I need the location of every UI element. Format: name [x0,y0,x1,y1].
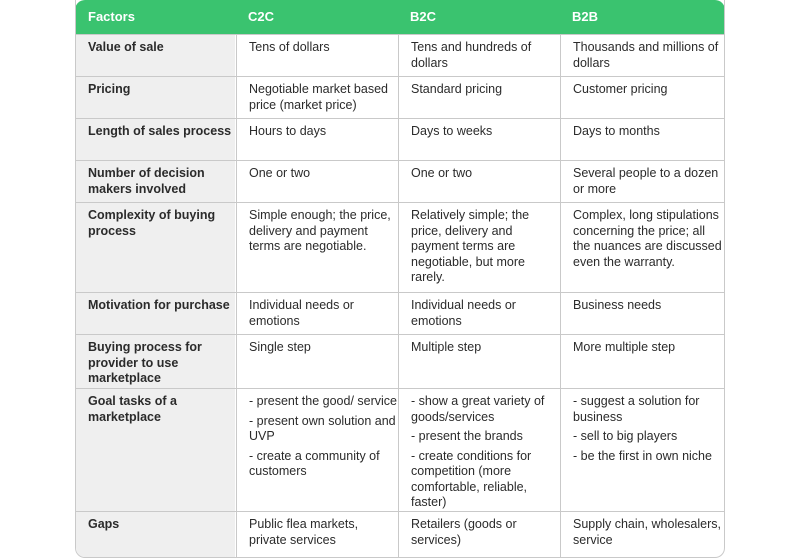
cell-text: Single step [249,340,311,354]
cell-text: Buying process for provider to use marketplace [88,340,202,385]
cell-text: Retailers (goods or services) [411,517,517,547]
cell-text: Individual needs or emotions [249,298,354,328]
cell-text: Days to weeks [411,124,493,138]
table-row [76,292,724,334]
cell-text: Thousands and millions of dollars [573,40,719,70]
table-row [76,34,724,76]
b2c-cell [398,119,559,160]
cell-text: Hours to days [249,124,327,138]
c2c-cell [236,335,397,388]
cell-text: Negotiable market based price (market price) [249,82,388,112]
cell-text: - suggest a solution for business [573,394,700,424]
cell-text: Relatively simple; the price, delivery and payment terms are negotiable, but more rarely. [411,208,530,284]
c2c-cell [236,389,397,511]
factor-cell [76,293,235,334]
factor-cell [76,335,235,388]
cell-text: Public flea markets, private services [249,517,359,547]
cell-text: One or two [249,166,311,180]
b2b-cell [560,335,724,388]
cell-text: Length of sales process [88,124,232,138]
factor-cell [76,161,235,202]
factor-cell [76,119,235,160]
b2c-cell [398,335,559,388]
factor-cell [76,512,235,557]
cell-text: Standard pricing [411,82,503,96]
c2c-cell [236,512,397,557]
c2c-cell [236,77,397,118]
b2b-cell [560,35,724,76]
table-row [76,118,724,160]
cell-text: Pricing [88,82,131,96]
cell-text: Several people to a dozen or more [573,166,719,196]
table-row [76,160,724,202]
c2c-cell [236,35,397,76]
cell-text: - present own solution and UVP [249,413,396,443]
factor-cell [76,203,235,292]
cell-text: Goal tasks of a marketplace [88,394,177,424]
b2b-cell [560,161,724,202]
c2c-cell [236,119,397,160]
cell-text: Value of sale [88,40,164,54]
header-b2c: B2C [410,9,437,24]
cell-text: Days to months [573,124,660,138]
table-header [75,0,725,35]
cell-text: Motivation for purchase [88,298,230,312]
cell-text: Gaps [88,517,120,531]
header-factors: Factors [88,9,135,24]
cell-text: - present the brands [411,429,523,443]
table-row [76,334,724,388]
table-row [76,388,724,511]
header-b2b: B2B [572,9,599,24]
c2c-cell [236,203,397,292]
header-c2c: C2C [248,9,275,24]
table-row [76,202,724,292]
factor-cell [76,77,235,118]
cell-text: - create a community of customers [249,448,380,478]
cell-text: Business needs [573,298,662,312]
factor-cell [76,35,235,76]
c2c-cell [236,293,397,334]
b2b-cell [560,203,724,292]
b2c-cell [398,389,559,511]
cell-text: - sell to big players [573,429,678,443]
cell-text: - create conditions for competition (more comfortable, reliable, faster) [411,448,532,509]
cell-text: Number of decision makers involved [88,166,205,196]
cell-text: Complexity of buying process [88,208,216,238]
cell-text: Individual needs or emotions [411,298,516,328]
b2b-cell [560,77,724,118]
table-row [76,511,724,557]
table-row [76,76,724,118]
cell-text: Multiple step [411,340,482,354]
b2c-cell [398,35,559,76]
b2c-cell [398,512,559,557]
cell-text: Supply chain, wholesalers, service [573,517,721,547]
cell-text: One or two [411,166,473,180]
b2b-cell [560,293,724,334]
cell-text: Tens of dollars [249,40,330,54]
comparison-table [75,0,725,558]
b2b-cell [560,119,724,160]
b2c-cell [398,77,559,118]
cell-text: Complex, long stipulations concerning the price; all the nuances are discussed even the warranty. [573,208,722,269]
b2c-cell [398,293,559,334]
c2c-cell [236,161,397,202]
cell-text: More multiple step [573,340,676,354]
cell-text: - be the first in own niche [573,448,712,463]
cell-text: Customer pricing [573,82,668,96]
b2c-cell [398,161,559,202]
factor-cell [76,389,235,511]
b2b-cell [560,389,724,511]
cell-text: Tens and hundreds of dollars [411,40,532,70]
b2b-cell [560,512,724,557]
b2c-cell [398,203,559,292]
cell-text: Simple enough; the price, delivery and payment terms are negotiable. [249,208,391,253]
cell-text: - present the good/ service [249,394,397,408]
cell-text: - show a great variety of goods/services [411,394,545,424]
